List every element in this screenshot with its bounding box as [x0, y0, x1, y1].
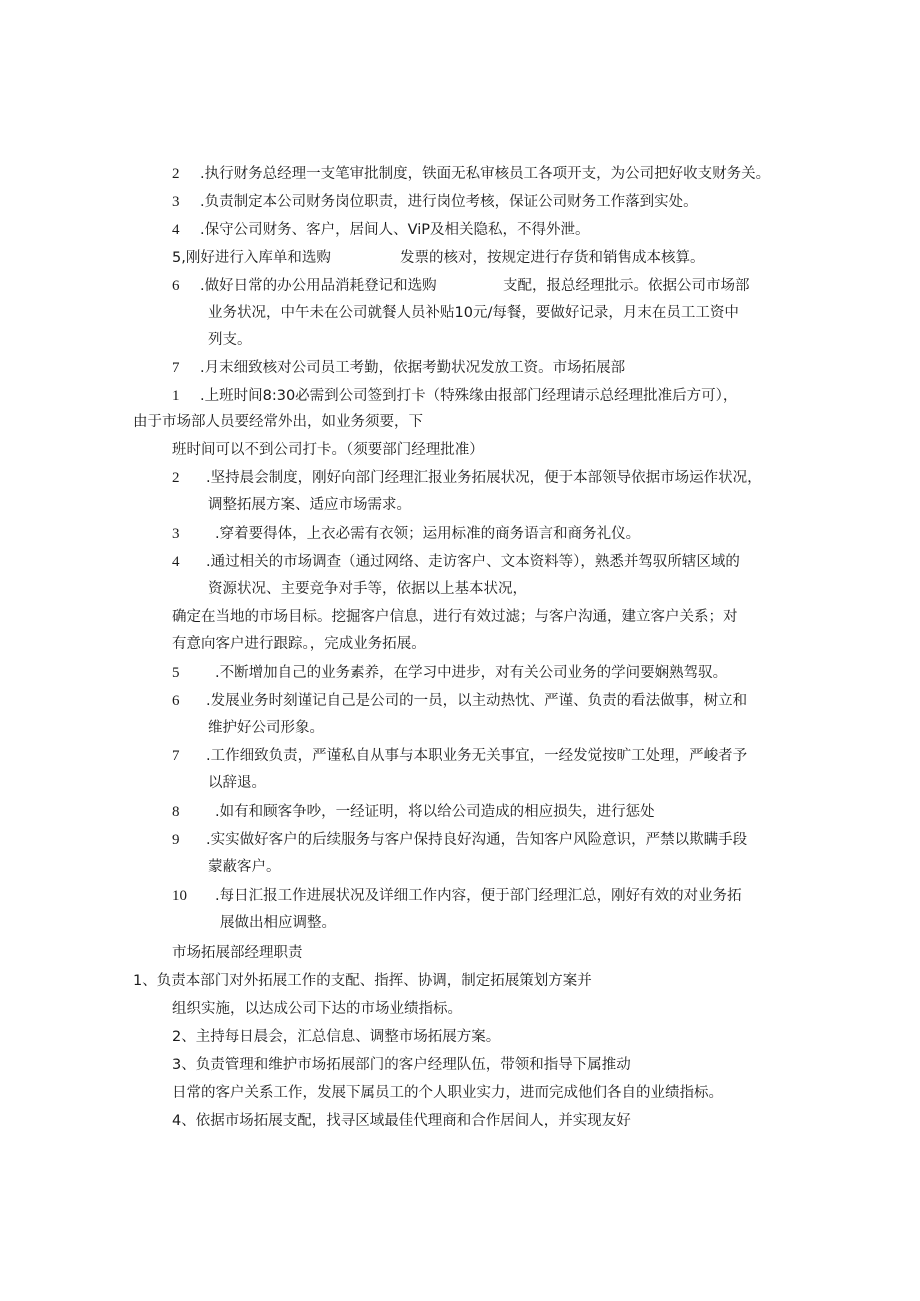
market-item-3-text: .穿着要得体，上衣必需有衣领；运用标准的商务语言和商务礼仪。: [215, 526, 641, 542]
market-item-1-text: .上班时间8:30必需到公司签到打卡（特殊缘由报部门经理请示总经理批准后方可），: [200, 388, 738, 404]
market-item-5-number: 5: [172, 665, 180, 681]
market-item-10-number: 10: [172, 888, 187, 904]
finance-item-6-text: .做好日常的办公用品消耗登记和选购: [200, 278, 437, 294]
market-item-6-number: 6: [172, 693, 180, 709]
finance-item-6-line3: 列支。: [208, 332, 252, 348]
finance-item-7-number: 7: [172, 360, 180, 376]
market-item-1-line3: 班时间可以不到公司打卡。（须要部门经理批准）: [172, 442, 484, 458]
market-item-4-line2: 资源状况、主要竞争对手等，依据以上基本状况，: [208, 581, 527, 597]
finance-item-5-text-b: 发票的核对，按规定进行存货和销售成本核算。: [400, 250, 705, 266]
market-item-7-text: .工作细致负责，严谨私自从事与本职业务无关事宜，一经发觉按旷工处理，严峻者予: [206, 748, 748, 764]
market-item-10-text: .每日汇报工作进展状况及详细工作内容，便于部门经理汇总，刚好有效的对业务拓: [215, 888, 742, 904]
market-item-6-line2: 维护好公司形象。: [208, 720, 324, 736]
market-item-7-line2: 以辞退。: [208, 775, 266, 791]
market-item-4-text: .通过相关的市场调查（通过网络、走访客户、文本资料等），熟悉并驾驭所辖区域的: [206, 554, 740, 570]
market-item-2-text: .坚持晨会制度，刚好向部门经理汇报业务拓展状况，便于本部领导依据市场运作状况，: [206, 470, 762, 486]
market-item-2-number: 2: [172, 470, 180, 486]
market-item-10-line2: 展做出相应调整。: [220, 915, 336, 931]
manager-item-1-line2: 组织实施，以达成公司下达的市场业绩指标。: [172, 1001, 462, 1017]
market-item-2-line2: 调整拓展方案、适应市场需求。: [208, 497, 411, 513]
finance-item-2-number: 2: [172, 166, 180, 182]
market-item-8-text: .如有和顾客争吵，一经证明，将以给公司造成的相应损失，进行惩处: [215, 804, 655, 820]
market-item-4-line3: 确定在当地的市场目标。挖掘客户信息，进行有效过滤；与客户沟通，建立客户关系；对: [172, 609, 738, 625]
manager-section-heading: 市场拓展部经理职责: [172, 945, 303, 961]
finance-item-6-text-b: 支配，报总经理批示。依据公司市场部: [503, 278, 750, 294]
manager-item-2-text: 2、主持每日晨会，汇总信息、调整市场拓展方案。: [172, 1029, 501, 1045]
finance-item-3-number: 3: [172, 194, 180, 210]
manager-item-3-text: 3、负责管理和维护市场拓展部门的客户经理队伍，带领和指导下属推动: [172, 1057, 631, 1073]
finance-item-3-text: .负责制定本公司财务岗位职责，进行岗位考核，保证公司财务工作落到实处。: [200, 194, 698, 210]
finance-item-5-text: 5,刚好进行入库单和选购: [172, 250, 331, 266]
market-item-9-text: .实实做好客户的后续服务与客户保持良好沟通，告知客户风险意识，严禁以欺瞒手段: [206, 832, 748, 848]
market-item-3-number: 3: [172, 526, 180, 542]
manager-item-1-text: 1、负责本部门对外拓展工作的支配、指挥、协调，制定拓展策划方案并: [133, 973, 592, 989]
finance-item-4-text: .保守公司财务、客户，居间人、ViP及相关隐私，不得外泄。: [200, 222, 590, 238]
market-item-7-number: 7: [172, 748, 180, 764]
market-item-8-number: 8: [172, 804, 180, 820]
market-item-4-number: 4: [172, 554, 180, 570]
finance-item-2-text: .执行财务总经理一支笔审批制度，铁面无私审核员工各项开支，为公司把好收支财务关。: [200, 166, 771, 182]
manager-item-4-text: 4、依据市场拓展支配，找寻区域最佳代理商和合作居间人，并实现友好: [172, 1113, 631, 1129]
manager-item-3-line2: 日常的客户关系工作，发展下属员工的个人职业实力，进而完成他们各自的业绩指标。: [172, 1085, 723, 1101]
market-item-4-line4: 有意向客户进行跟踪。，完成业务拓展。: [172, 636, 426, 652]
market-item-1-number: 1: [172, 388, 180, 404]
finance-item-6-line2: 业务状况，中午未在公司就餐人员补贴10元/每餐，要做好记录，月末在员工工资中: [208, 305, 739, 321]
finance-item-4-number: 4: [172, 222, 180, 238]
market-item-9-line2: 蒙蔽客户。: [208, 859, 281, 875]
market-item-1-line2: 由于市场部人员要经常外出，如业务须要，下: [133, 414, 423, 430]
finance-item-7-text: .月末细致核对公司员工考勤，依据考勤状况发放工资。市场拓展部: [200, 360, 626, 376]
market-item-9-number: 9: [172, 832, 180, 848]
market-item-5-text: .不断增加自己的业务素养，在学习中进步，对有关公司业务的学问要娴熟驾驭。: [215, 665, 728, 681]
market-item-6-text: .发展业务时刻谨记自己是公司的一员，以主动热忱、严谨、负责的看法做事，树立和: [206, 693, 748, 709]
finance-item-6-number: 6: [172, 278, 180, 294]
